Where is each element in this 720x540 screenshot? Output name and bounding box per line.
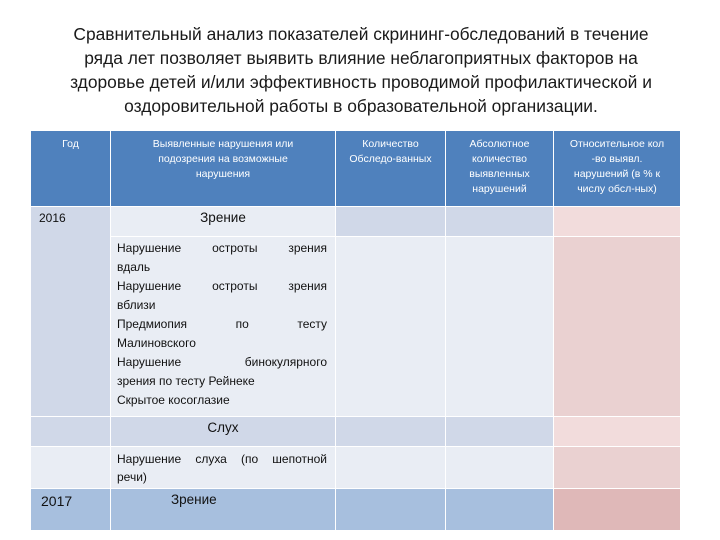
list-item: Скрытое косоглазие xyxy=(117,393,230,407)
table-cell xyxy=(554,489,681,531)
list-item: вдаль xyxy=(117,260,151,274)
table-cell xyxy=(446,237,554,417)
title-line: Сравнительный анализ показателей скрининг-обследований в течение xyxy=(73,24,649,44)
header-row xyxy=(31,131,681,207)
list-item: Нарушение остроты зрения xyxy=(117,279,327,293)
table-cell xyxy=(336,447,446,489)
hearing-item: Нарушение слуха (по шепотной речи) xyxy=(111,447,336,489)
header-count-examined: Количество Обследо-ванных xyxy=(336,131,446,207)
header-year: Год xyxy=(31,131,111,207)
year-cell-2017: 2017 xyxy=(31,489,111,531)
slide-title xyxy=(40,22,682,118)
screening-table xyxy=(30,130,681,531)
list-item: Малиновского xyxy=(117,336,196,350)
title-line: ряда лет позволяет выявить влияние неблагоприятных факторов на xyxy=(84,48,638,68)
vision-items-list xyxy=(111,237,336,417)
category-vision-2017: Зрение xyxy=(111,489,336,531)
header-relative-count: Относительное кол -во выявл. нарушений (в % к числу обсл-ных) xyxy=(554,131,681,207)
table-cell xyxy=(554,447,681,489)
table-cell xyxy=(31,417,111,447)
header-absolute-count: Абсолютное количество выявленных нарушений xyxy=(446,131,554,207)
table-cell xyxy=(31,447,111,489)
category-hearing: Слух xyxy=(111,417,336,447)
category-vision: Зрение xyxy=(111,207,336,237)
table-row xyxy=(31,237,681,417)
title-line: здоровье детей и/или эффективность проводимой профилактической и xyxy=(70,72,652,92)
table-row xyxy=(31,447,681,489)
year-cell-2016: 2016 xyxy=(31,207,111,417)
table-row xyxy=(31,489,681,531)
list-item: Нарушение бинокулярного xyxy=(117,355,327,369)
header-violations: Выявленные нарушения или подозрения на возможные нарушения xyxy=(111,131,336,207)
table-cell xyxy=(554,207,681,237)
table-cell xyxy=(336,237,446,417)
table-row xyxy=(31,207,681,237)
table-cell xyxy=(554,417,681,447)
title-line: оздоровительной работы в образовательной организации. xyxy=(124,96,598,116)
list-item: Предмиопия по тесту xyxy=(117,317,327,331)
table-row xyxy=(31,417,681,447)
table-cell xyxy=(336,207,446,237)
table-cell xyxy=(446,207,554,237)
list-item: Нарушение остроты зрения xyxy=(117,241,327,255)
table-cell xyxy=(446,489,554,531)
table-cell xyxy=(446,447,554,489)
list-item: зрения по тесту Рейнеке xyxy=(117,374,255,388)
table-cell xyxy=(554,237,681,417)
table-cell xyxy=(336,417,446,447)
table-cell xyxy=(336,489,446,531)
list-item: вблизи xyxy=(117,298,156,312)
table-cell xyxy=(446,417,554,447)
